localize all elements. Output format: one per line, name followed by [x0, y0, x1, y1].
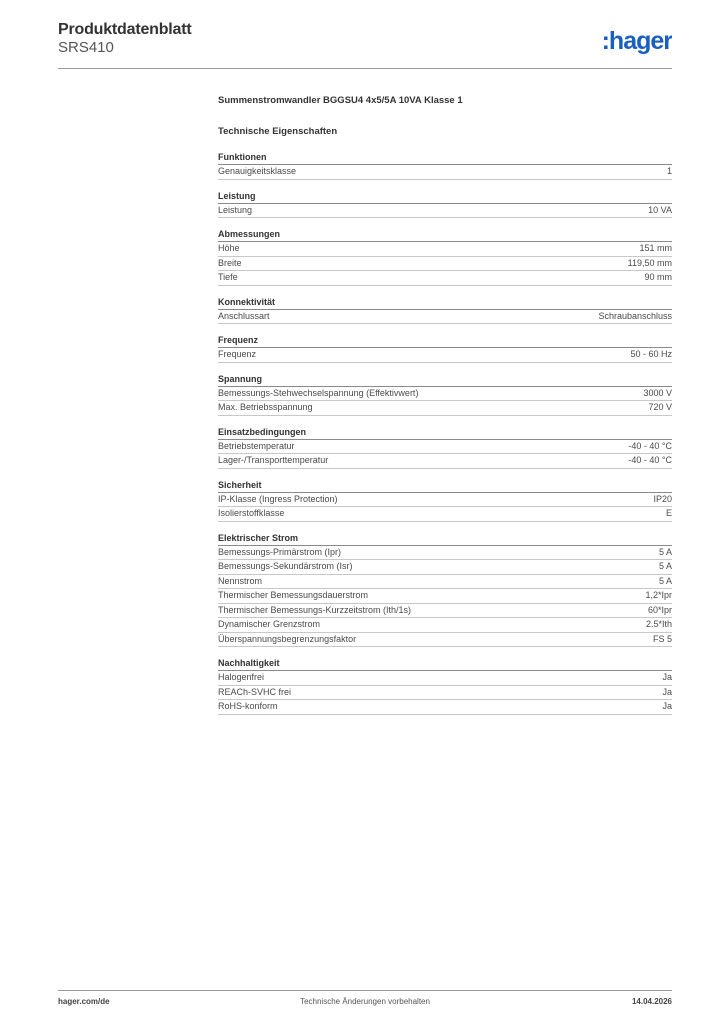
- property-value: 60*Ipr: [647, 604, 672, 615]
- property-value: 5 A: [658, 561, 672, 571]
- property-row: [218, 686, 672, 701]
- document-title: Produktdatenblatt: [58, 21, 192, 38]
- property-row: [218, 348, 672, 363]
- property-row: [218, 633, 672, 648]
- group-title: Frequenz: [218, 334, 672, 348]
- property-group: [218, 334, 672, 363]
- property-label: Dynamischer Grenzstrom: [218, 619, 321, 629]
- hager-logo-text: :hager: [601, 27, 672, 55]
- property-value: 50 - 60 Hz: [630, 349, 672, 359]
- property-row: [218, 618, 672, 633]
- property-row: [218, 671, 672, 686]
- group-title: Abmessungen: [218, 228, 672, 242]
- property-group: [218, 296, 672, 325]
- property-value: 151 mm: [639, 243, 672, 253]
- property-row: [218, 401, 672, 416]
- property-group: [218, 532, 672, 648]
- property-value: 90 mm: [644, 272, 672, 282]
- property-label: Thermischer Bemessungsdauerstrom: [218, 590, 369, 600]
- footer-website: hager.com/de: [58, 997, 110, 1006]
- property-row: [218, 440, 672, 455]
- property-label: Breite: [218, 257, 242, 268]
- property-row: [218, 387, 672, 402]
- header-divider: [58, 68, 672, 69]
- property-label: Bemessungs-Stehwechselspannung (Effektivwert): [218, 387, 419, 398]
- property-value: FS 5: [652, 633, 672, 644]
- page-footer: [58, 997, 672, 1011]
- property-row: [218, 560, 672, 575]
- property-value: 1: [666, 166, 672, 176]
- property-value: 720 V: [648, 402, 672, 412]
- property-row: [218, 700, 672, 715]
- hager-logo: [588, 27, 672, 57]
- property-value: Ja: [662, 701, 672, 711]
- property-label: Genauigkeitsklasse: [218, 166, 297, 176]
- footer-date: 14.04.2026: [631, 997, 672, 1006]
- property-label: IP-Klasse (Ingress Protection): [218, 493, 338, 504]
- property-label: Bemessungs-Primärstrom (Ipr): [218, 546, 342, 557]
- property-label: RoHS-konform: [218, 701, 278, 711]
- property-row: [218, 546, 672, 561]
- property-label: Überspannungsbegrenzungsfaktor: [218, 633, 357, 644]
- property-label: Anschlussart: [218, 310, 270, 321]
- property-label: Isolierstoffklasse: [218, 508, 285, 518]
- property-row: [218, 204, 672, 219]
- group-title: Spannung: [218, 373, 672, 387]
- property-value: 5 A: [658, 546, 672, 557]
- property-value: Schraubanschluss: [598, 310, 672, 321]
- group-title: Elektrischer Strom: [218, 532, 672, 546]
- property-label: Betriebstemperatur: [218, 440, 295, 451]
- property-label: Bemessungs-Sekundärstrom (Isr): [218, 561, 353, 571]
- property-value: 119,50 mm: [627, 257, 672, 268]
- property-label: Lager-/Transporttemperatur: [218, 455, 329, 465]
- property-group: [218, 228, 672, 286]
- property-label: Frequenz: [218, 349, 257, 359]
- footer-disclaimer: Technische Änderungen vorbehalten: [300, 997, 430, 1006]
- group-title: Einsatzbedingungen: [218, 426, 672, 440]
- property-value: 5 A: [658, 575, 672, 586]
- property-label: Halogenfrei: [218, 672, 265, 682]
- property-row: [218, 165, 672, 180]
- group-title: Leistung: [218, 190, 672, 204]
- group-title: Sicherheit: [218, 479, 672, 493]
- property-row: [218, 454, 672, 469]
- property-group: [218, 151, 672, 180]
- property-group: [218, 373, 672, 416]
- section-heading: Technische Eigenschaften: [218, 126, 338, 137]
- property-label: Max. Betriebsspannung: [218, 402, 313, 412]
- property-value: E: [665, 508, 672, 518]
- property-group: [218, 657, 672, 715]
- property-row: [218, 242, 672, 257]
- product-title: Summenstromwandler BGGSU4 4x5/5A 10VA Klasse 1: [218, 95, 463, 106]
- property-group: [218, 426, 672, 469]
- property-value: IP20: [653, 493, 672, 504]
- property-value: -40 - 40 °C: [628, 440, 672, 451]
- property-label: Höhe: [218, 243, 240, 253]
- property-label: Nennstrom: [218, 575, 263, 586]
- property-groups: [218, 151, 672, 715]
- property-group: [218, 479, 672, 522]
- property-row: [218, 575, 672, 590]
- property-label: REACh-SVHC frei: [218, 686, 292, 697]
- property-row: [218, 589, 672, 604]
- property-value: Ja: [662, 686, 672, 697]
- footer-divider: [58, 990, 672, 991]
- property-value: 1,2*Ipr: [645, 590, 672, 600]
- property-group: [218, 190, 672, 219]
- page-header: [58, 20, 672, 70]
- property-row: [218, 493, 672, 508]
- property-label: Thermischer Bemessungs-Kurzzeitstrom (Ith/1s): [218, 604, 412, 615]
- group-title: Nachhaltigkeit: [218, 657, 672, 671]
- property-value: -40 - 40 °C: [628, 455, 672, 465]
- property-value: 10 VA: [648, 204, 672, 215]
- property-row: [218, 507, 672, 522]
- property-value: Ja: [662, 672, 672, 682]
- property-value: 3000 V: [643, 387, 672, 398]
- product-code: SRS410: [58, 39, 114, 56]
- property-row: [218, 271, 672, 286]
- group-title: Konnektivität: [218, 296, 672, 310]
- property-label: Tiefe: [218, 272, 238, 282]
- property-row: [218, 257, 672, 272]
- datasheet-content: [218, 94, 672, 725]
- property-row: [218, 310, 672, 325]
- property-row: [218, 604, 672, 619]
- property-label: Leistung: [218, 204, 253, 215]
- property-value: 2.5*Ith: [645, 619, 672, 629]
- group-title: Funktionen: [218, 151, 672, 165]
